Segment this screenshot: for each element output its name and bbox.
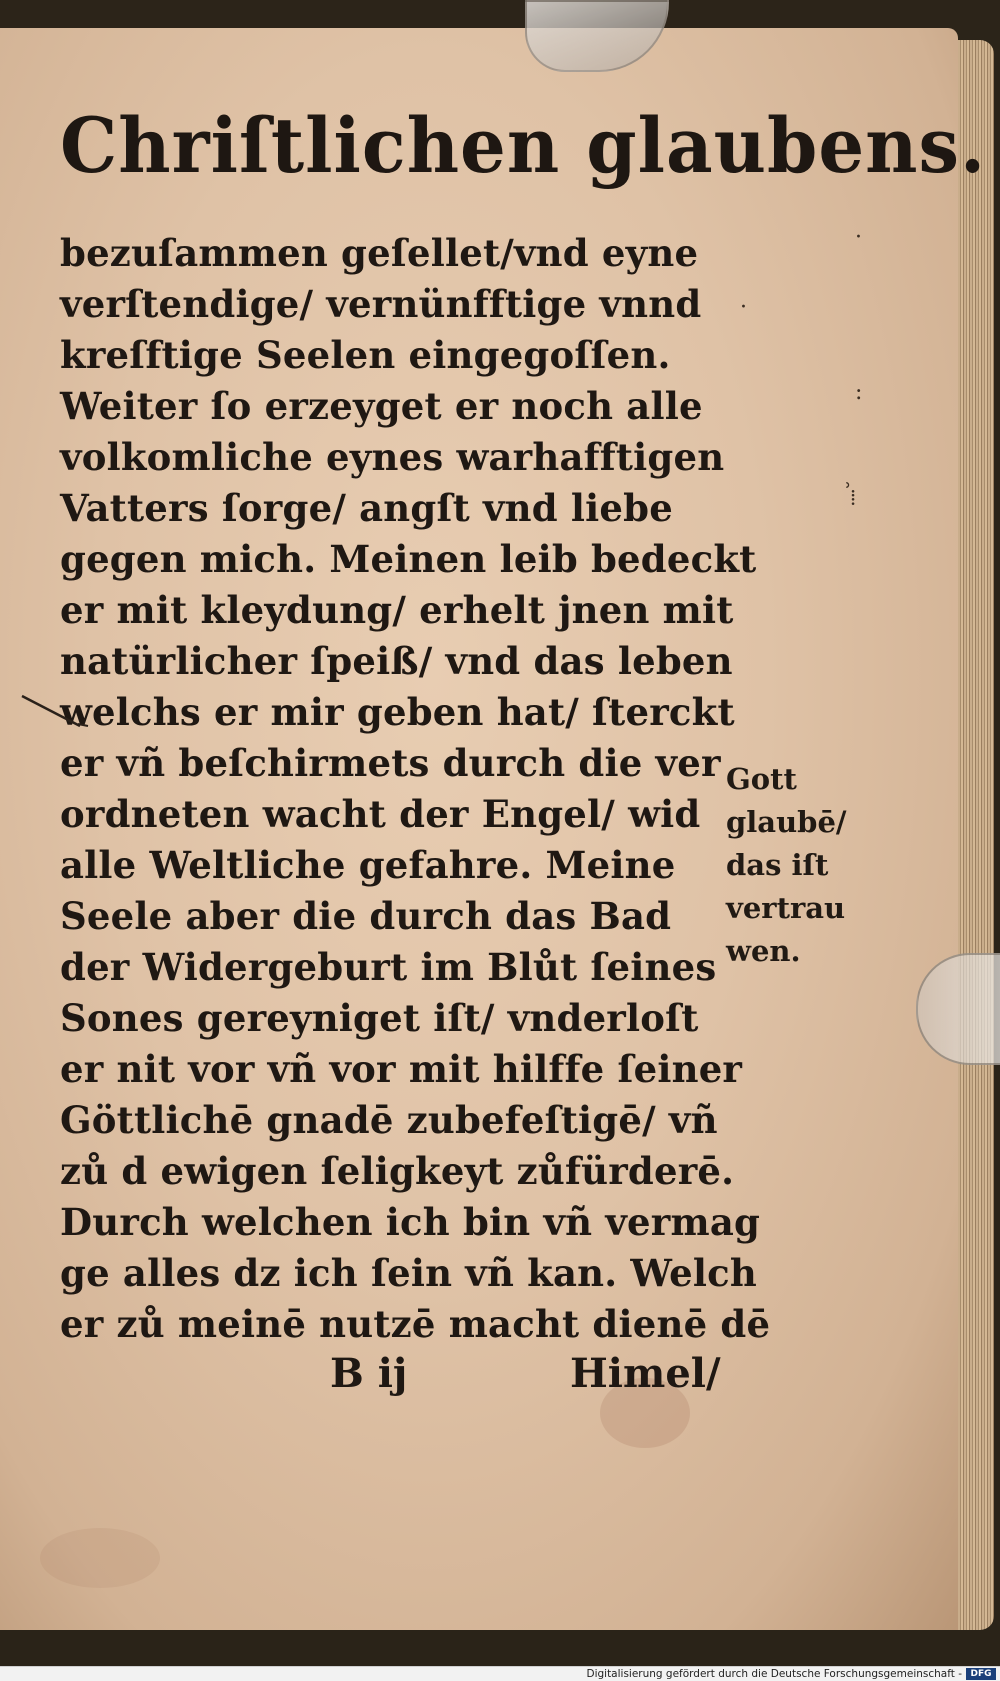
footer-credit: Digitalisierung gefördert durch die Deutsche Forschungsgemeinschaft -	[586, 1668, 962, 1680]
marginal-note-line: wen.	[726, 934, 801, 968]
running-head: Chriſtlichen glaubens.	[60, 100, 987, 191]
ink-speck: ʾ	[845, 480, 852, 505]
text-line: er nit vor vñ vor mit hilffe ſeiner	[60, 1047, 743, 1091]
text-line: zů d ewigen ſeligkeyt zůfürderē.	[60, 1149, 735, 1193]
dfg-logo: DFG	[966, 1668, 996, 1680]
text-line: er mit kleydung/ erhelt jnen mit	[60, 588, 734, 632]
scan-top-border	[0, 0, 1000, 30]
marginal-note-line: Gott	[726, 762, 797, 796]
text-line: Weiter ſo erzeyget er noch alle	[60, 384, 703, 428]
text-line: Göttlichē gnadē zubefeſtigē/ vñ	[60, 1098, 718, 1142]
text-line: verſtendige/ vernünfftige vnnd	[60, 282, 702, 326]
marginal-note-line: das iſt	[726, 848, 829, 882]
text-line: der Widergeburt im Blůt ſeines	[60, 945, 717, 989]
text-line: er zů meinē nutzē macht dienē dē	[60, 1302, 771, 1346]
footer-bar	[0, 1666, 1000, 1681]
ink-speck: ·	[855, 225, 862, 250]
ink-speck: ·	[740, 295, 747, 320]
handwritten-mark-icon	[20, 690, 90, 730]
ink-speck: ⁞	[850, 486, 857, 511]
text-line: Vatters ſorge/ angſt vnd liebe	[60, 486, 673, 530]
marginal-note-line: glaubē/	[726, 805, 847, 839]
ink-speck: :	[855, 380, 863, 405]
text-line: Durch welchen ich bin vñ vermag	[60, 1200, 761, 1244]
paper-stain	[40, 1528, 160, 1588]
text-line: volkomliche eynes warhafftigen	[60, 435, 725, 479]
text-line: ge alles dz ich ſein vñ kan. Welch	[60, 1251, 757, 1295]
text-line: kreſftige Seelen eingegoſſen.	[60, 333, 671, 377]
marginal-note	[726, 758, 847, 973]
text-line: bezuſammen geſellet/vnd eyne	[60, 231, 699, 275]
text-line: alle Weltliche gefahre. Meine	[60, 843, 676, 887]
text-line: ordneten wacht der Engel/ wid	[60, 792, 701, 836]
signature-mark: B ij	[330, 1350, 408, 1397]
text-line: gegen mich. Meinen leib bedeckt	[60, 537, 757, 581]
text-line: er vñ beſchirmets durch die ver	[60, 741, 721, 785]
scan-bottom-border	[0, 1630, 1000, 1668]
marginal-note-line: vertrau	[726, 891, 846, 925]
text-line: Sones gereyniget iſt/ vnderloſt	[60, 996, 699, 1040]
text-line: natürlicher ſpeiß/ vnd das leben	[60, 639, 733, 683]
page-block-edge	[958, 40, 994, 1630]
catchword: Himel/	[570, 1350, 721, 1397]
text-line: welchs er mir geben hat/ ſterckt	[60, 690, 735, 734]
text-line: Seele aber die durch das Bad	[60, 894, 672, 938]
